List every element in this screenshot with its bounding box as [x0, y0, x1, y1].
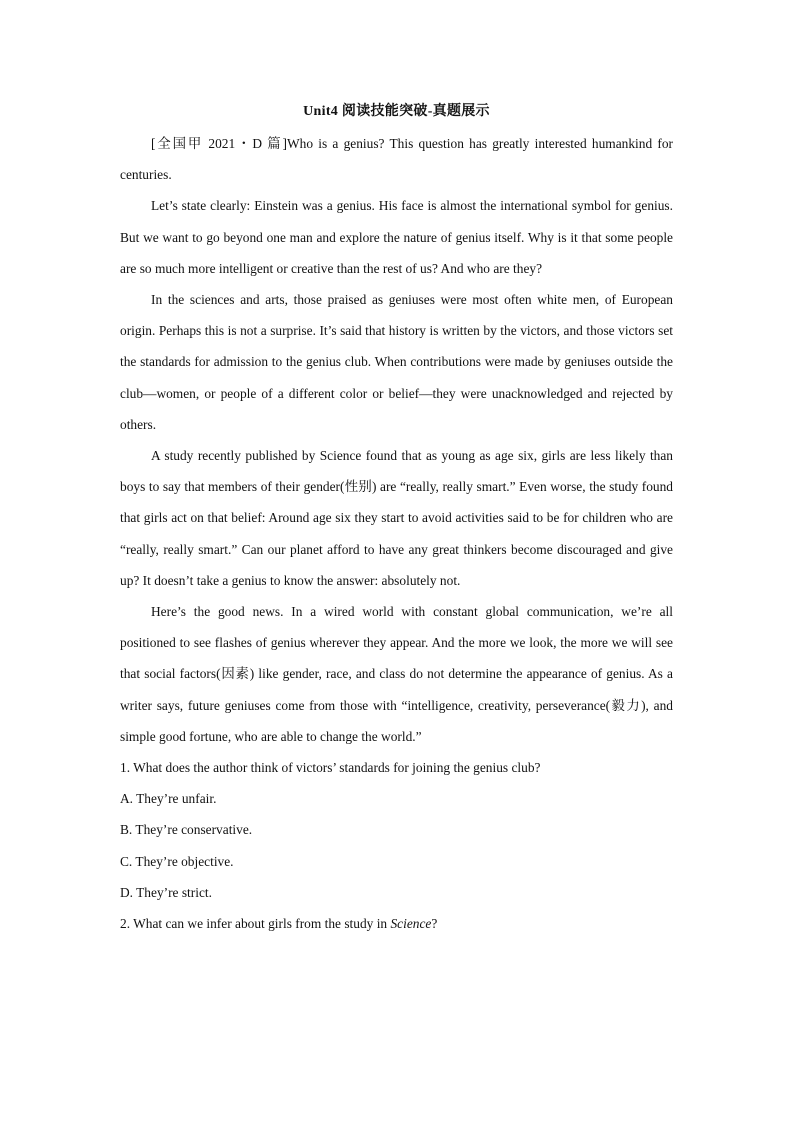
question-1: 1. What does the author think of victors’ standards for joining the genius club?	[120, 760, 541, 776]
question-2-suffix: ?	[431, 916, 438, 932]
question-2-prefix: 2. What can we infer about girls from the study in	[120, 916, 391, 932]
source-tag: [全国甲 2021・D 篇]	[151, 136, 287, 151]
question-1-option-b: B. They’re conservative.	[120, 822, 253, 838]
paragraph-1-text: Who is a genius? This question has greatly interested humankind for centuries.	[120, 136, 673, 183]
question-1-option-c: C. They’re objective.	[120, 853, 234, 869]
question-1-option-d: D. They’re strict.	[120, 884, 212, 900]
document-page	[120, 98, 673, 939]
passage-paragraph-5: Here’s the good news. In a wired world with constant global communication, we’re all positioned to see flashes of genius wherever they appear. And the more we look, the more we will see that social factors(因素) like gender, race, and class do not determine the appearance of genius. As a writer says, future geniuses come from those with “intelligence, creativity, perseverance(毅力), and simple good fortune, who are able to change the world.”	[120, 604, 673, 744]
passage-paragraph-4: A study recently published by Science found that as young as age six, girls are less likely than boys to say that members of their gender(性别) are “really, really smart.” Even worse, the study found that girls act on that belief: Around age six they start to avoid activities said to be for children who are “really, really smart.” Can our planet afford to have any great thinkers become discouraged and give up? It doesn’t take a genius to know the answer: absolutely not.	[120, 448, 673, 588]
document-title: Unit4 阅读技能突破-真题展示	[303, 104, 490, 119]
passage-paragraph-1	[120, 128, 673, 190]
question-2	[120, 908, 673, 939]
passage-paragraph-2: Let’s state clearly: Einstein was a genius. His face is almost the international symbol for genius. But we want to go beyond one man and explore the nature of genius itself. Why is it that some people are so much more intelligent or creative than the rest of us? And who are they?	[120, 198, 673, 276]
passage-paragraph-3: In the sciences and arts, those praised as geniuses were most often white men, of European origin. Perhaps this is not a surprise. It’s said that history is written by the victors, and those victors set the standards for admission to the genius club. When contributions were made by geniuses outside the club—women, or people of a different color or belief—they were unacknowledged and rejected by others.	[120, 292, 673, 432]
question-2-journal-name: Science	[390, 916, 432, 932]
question-1-option-a: A. They’re unfair.	[120, 791, 217, 807]
